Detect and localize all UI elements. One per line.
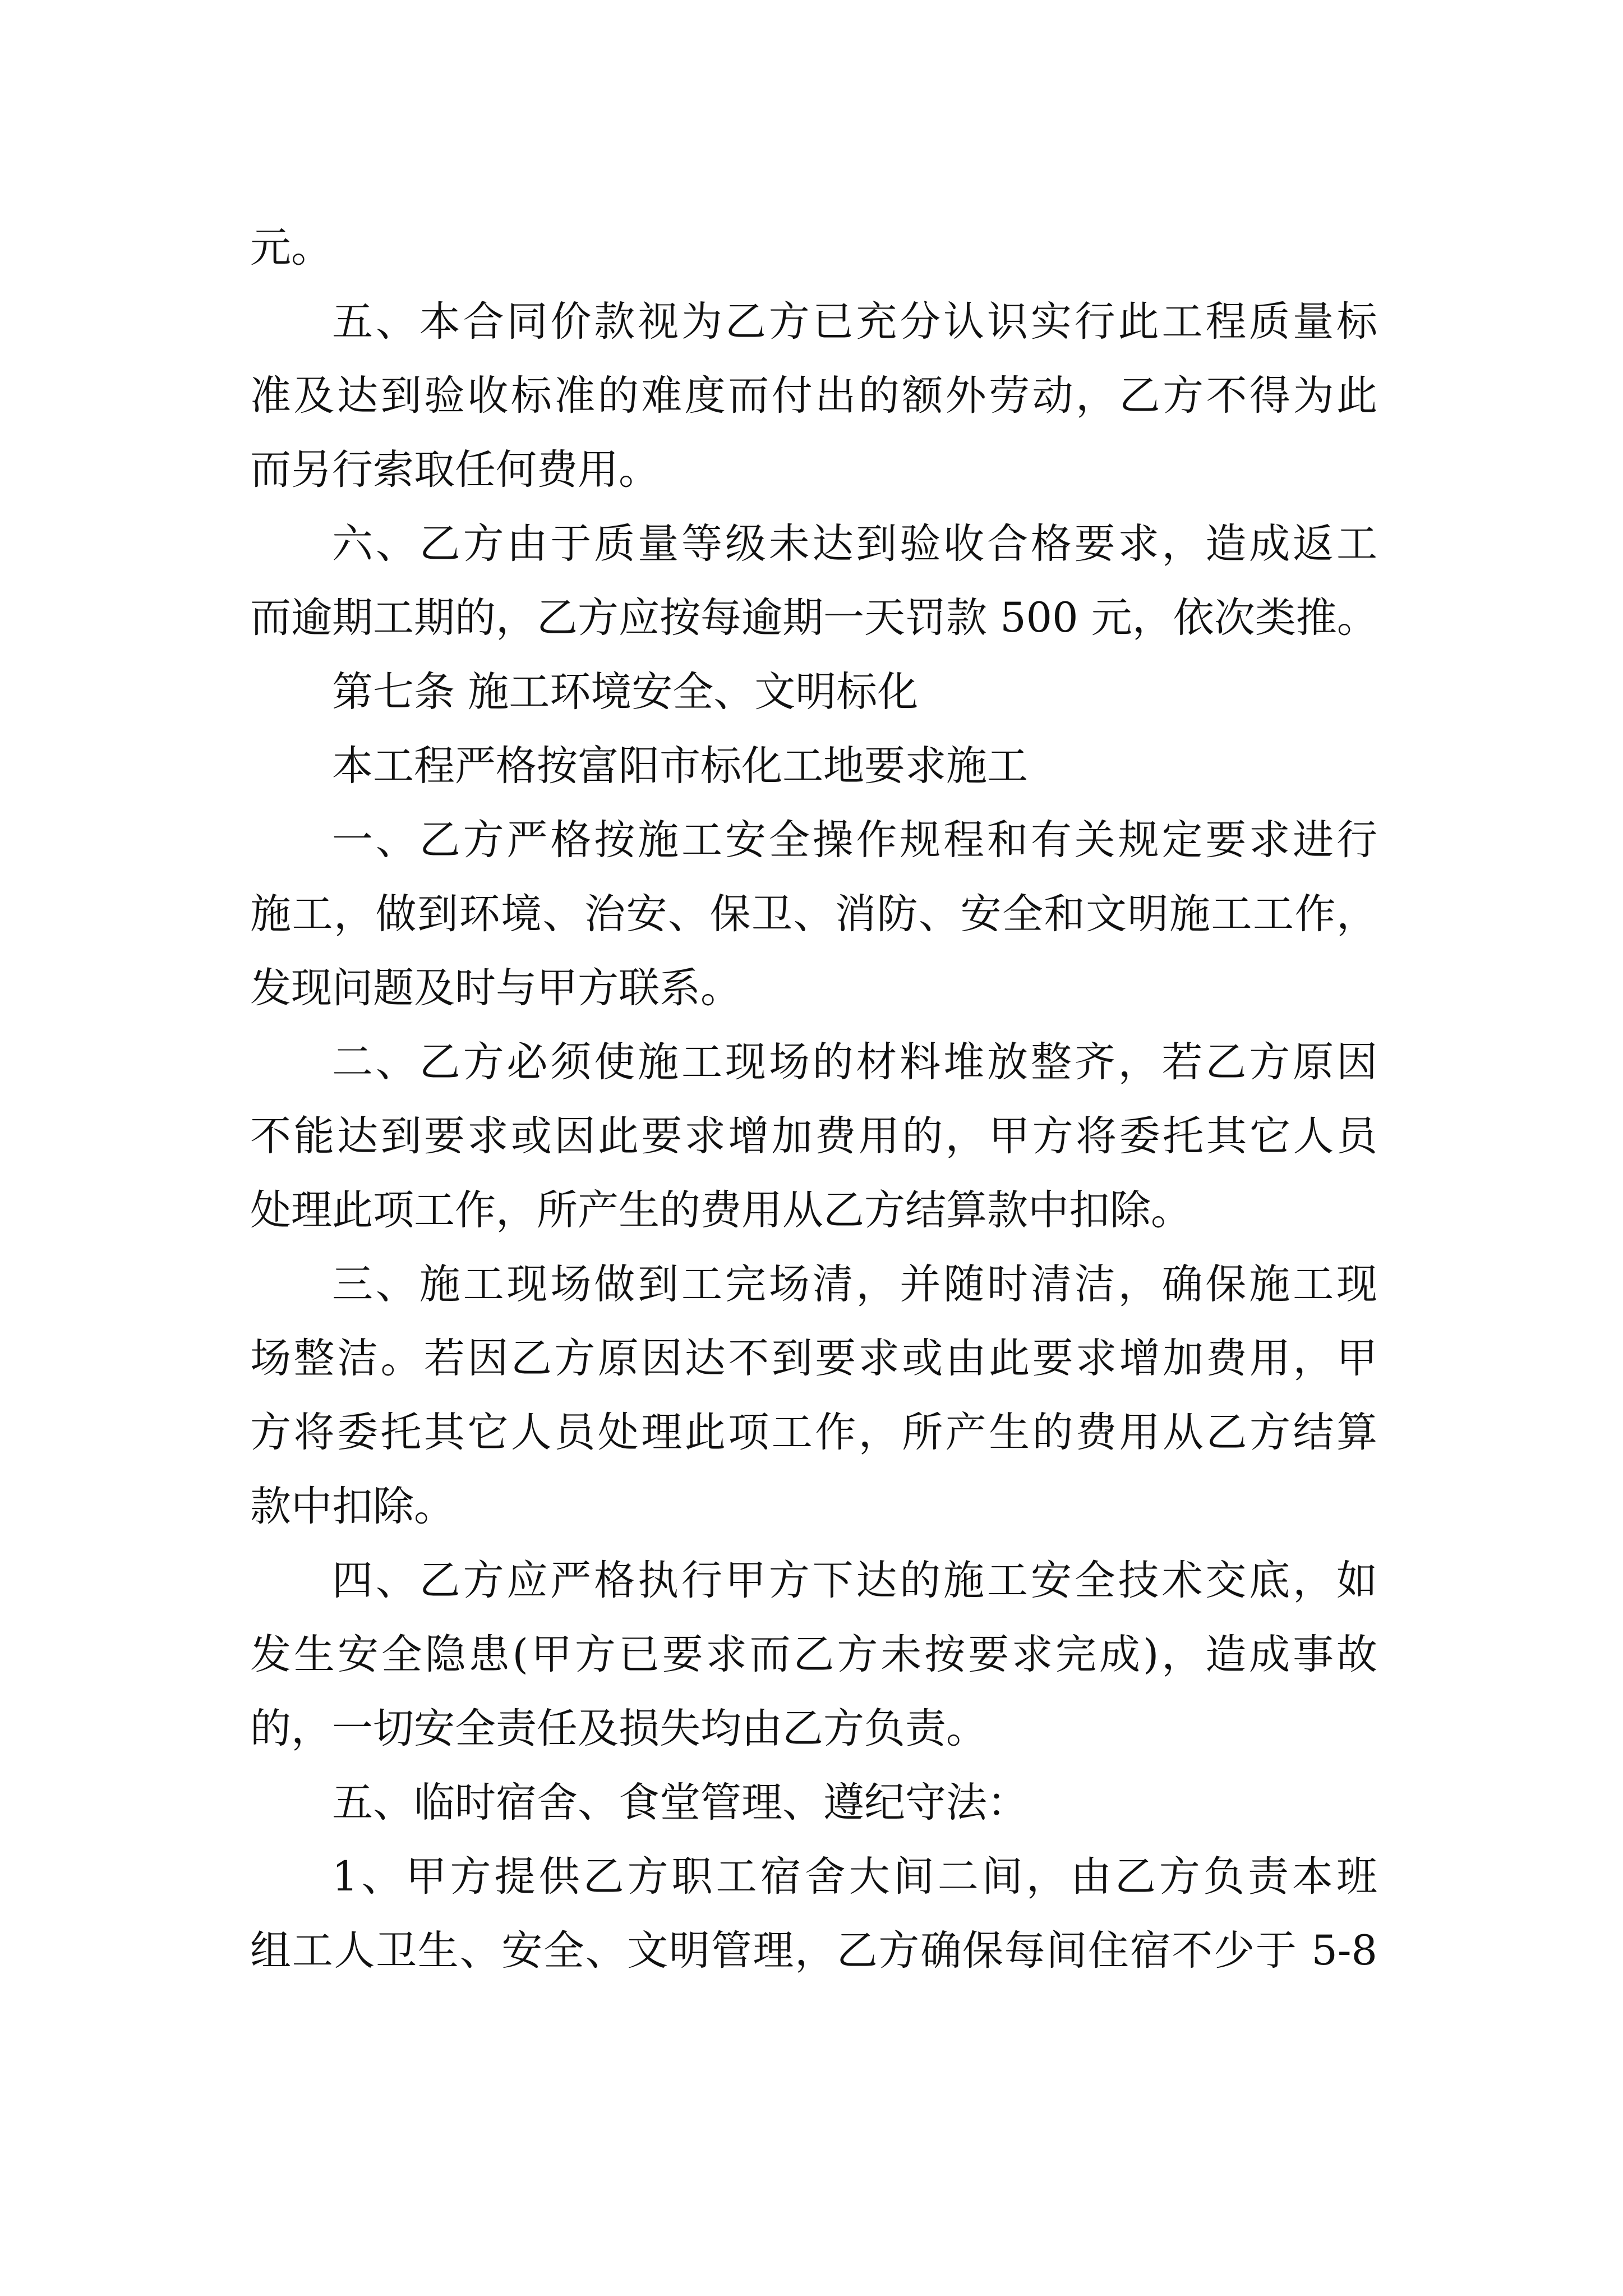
paragraph-first-line: 六、乙方由于质量等级未达到验收合格要求，造成返工: [332, 520, 1377, 568]
text-line: 组工人卫生、安全、文明管理，乙方确保每间住宿不少于 5-8: [250, 1927, 1377, 1975]
paragraph-first-line: 五、本合同价款视为乙方已充分认识实行此工程质量标: [332, 298, 1377, 346]
text-line: 不能达到要求或因此要求增加费用的，甲方将委托其它人员: [250, 1112, 1377, 1160]
paragraph-first-line: 本工程严格按富阳市标化工地要求施工: [332, 742, 1028, 790]
text-line: 发现问题及时与甲方联系。: [250, 964, 741, 1012]
text-line: 而逾期工期的，乙方应按每逾期一天罚款 500 元，依次类推。: [250, 594, 1378, 642]
paragraph-first-line: 1、甲方提供乙方职工宿舍大间二间，由乙方负责本班: [332, 1853, 1377, 1901]
text-line: 发生安全隐患(甲方已要求而乙方未按要求完成)，造成事故: [250, 1631, 1377, 1678]
text-line: 款中扣除。: [250, 1483, 455, 1530]
paragraph-first-line: 二、乙方必须使施工现场的材料堆放整齐，若乙方原因: [332, 1038, 1377, 1086]
document-body: [250, 211, 1377, 1988]
text-line: 施工，做到环境、治安、保卫、消防、安全和文明施工工作，: [250, 890, 1377, 938]
text-line: 处理此项工作，所产生的费用从乙方结算款中扣除。: [250, 1186, 1192, 1234]
text-line: 而另行索取任何费用。: [250, 446, 660, 494]
text-line: 场整洁。若因乙方原因达不到要求或由此要求增加费用，甲: [250, 1335, 1377, 1382]
text-line: 的，一切安全责任及损失均由乙方负责。: [250, 1705, 987, 1752]
paragraph-first-line: 三、施工现场做到工完场清，并随时清洁，确保施工现: [332, 1260, 1377, 1308]
text-line: 元。: [250, 224, 332, 272]
section-heading: 第七条 施工环境安全、文明标化: [332, 668, 919, 716]
paragraph-first-line: 五、临时宿舍、食堂管理、遵纪守法：: [332, 1779, 1028, 1826]
text-line: 准及达到验收标准的难度而付出的额外劳动，乙方不得为此: [250, 372, 1377, 420]
paragraph-first-line: 一、乙方严格按施工安全操作规程和有关规定要求进行: [332, 816, 1377, 864]
text-line: 方将委托其它人员处理此项工作，所产生的费用从乙方结算: [250, 1409, 1377, 1456]
paragraph-first-line: 四、乙方应严格执行甲方下达的施工安全技术交底，如: [332, 1557, 1377, 1604]
